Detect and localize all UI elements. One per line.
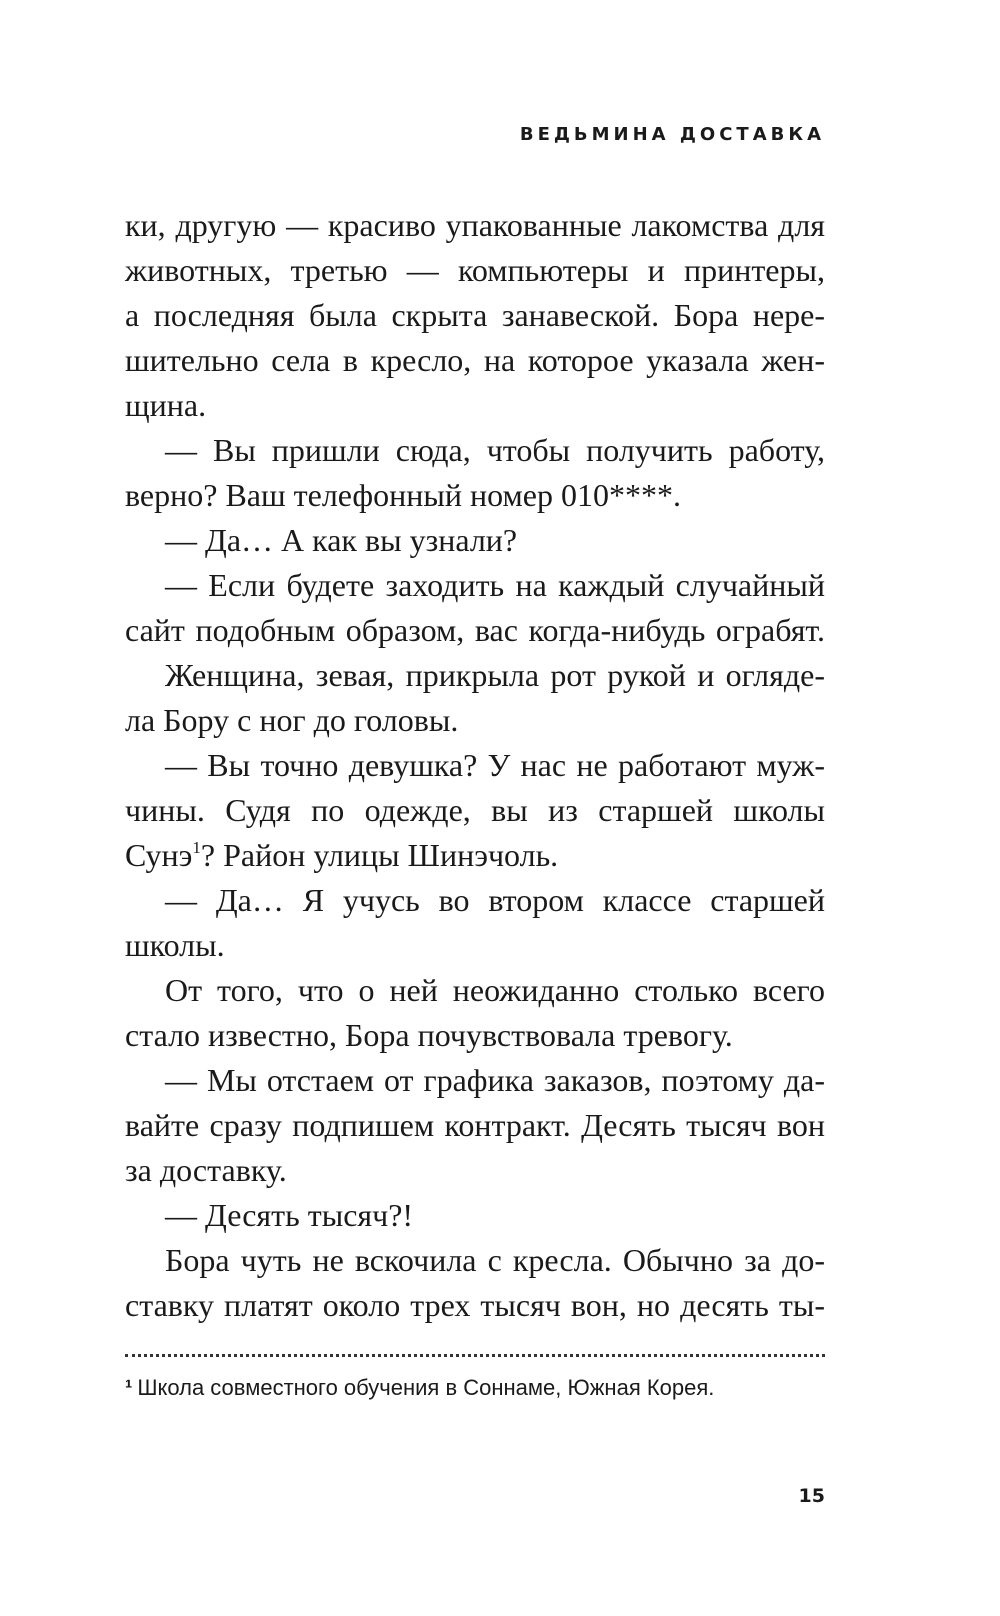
- text-line: — Если будете заходить на каждый случайный: [165, 567, 825, 603]
- footnote: [125, 1375, 714, 1401]
- text-line: животных, третью — компьютеры и принтеры,: [125, 252, 825, 288]
- text-line: стало известно, Бора почувствовала тревогу.: [125, 1017, 733, 1053]
- text-line: Бора чуть не вскочила с кресла. Обычно за до-: [165, 1242, 825, 1278]
- text-line-with-footnote-ref: [125, 833, 825, 878]
- text-line: — Вы пришли сюда, чтобы получить работу,: [165, 432, 825, 468]
- footnote-marker: ¹: [125, 1375, 133, 1400]
- text-line: шительно села в кресло, на которое указала жен-: [125, 342, 825, 378]
- text-line: — Да… Я учусь во втором классе старшей: [165, 882, 825, 918]
- text-line: — Вы точно девушка? У нас не работают муж-: [165, 747, 825, 783]
- text-line: щина.: [125, 387, 207, 423]
- text-line: ставку платят около трех тысяч вон, но десять ты-: [125, 1287, 825, 1323]
- running-head: ВЕДЬМИНА ДОСТАВКА: [519, 124, 825, 145]
- text-line: вайте сразу подпишем контракт. Десять тысяч вон: [125, 1107, 825, 1143]
- text-line: — Да… А как вы узнали?: [165, 522, 518, 558]
- page-number: 15: [798, 1485, 825, 1507]
- text-line: школы.: [125, 927, 225, 963]
- text-line: чины. Судя по одежде, вы из старшей школы: [125, 792, 825, 828]
- text-line: сайт подобным образом, вас когда-нибудь ограбят.: [125, 612, 825, 648]
- text-line: — Десять тысяч?!: [165, 1197, 414, 1233]
- text-line: верно? Ваш телефонный номер 010****.: [125, 477, 681, 513]
- text-line: Женщина, зевая, прикрыла рот рукой и огляде-: [165, 657, 825, 693]
- text-line: за доставку.: [125, 1152, 287, 1188]
- footnote-divider: [125, 1354, 825, 1357]
- text-line: ки, другую — красиво упакованные лакомства для: [125, 207, 825, 243]
- footnote-reference[interactable]: 1: [192, 838, 201, 857]
- text-line: ла Бору с ног до головы.: [125, 702, 459, 738]
- text-line: а последняя была скрыта занавеской. Бора нере-: [125, 297, 825, 333]
- text-fragment: Сунэ: [125, 837, 193, 873]
- text-line: От того, что о ней неожиданно столько всего: [165, 972, 825, 1008]
- text-fragment: ? Район улицы Шинэчоль.: [200, 837, 559, 873]
- body-text: [125, 203, 825, 1328]
- footnote-text: Школа совместного обучения в Соннаме, Южная Корея.: [137, 1375, 715, 1400]
- text-line: — Мы отстаем от графика заказов, поэтому да-: [165, 1062, 825, 1098]
